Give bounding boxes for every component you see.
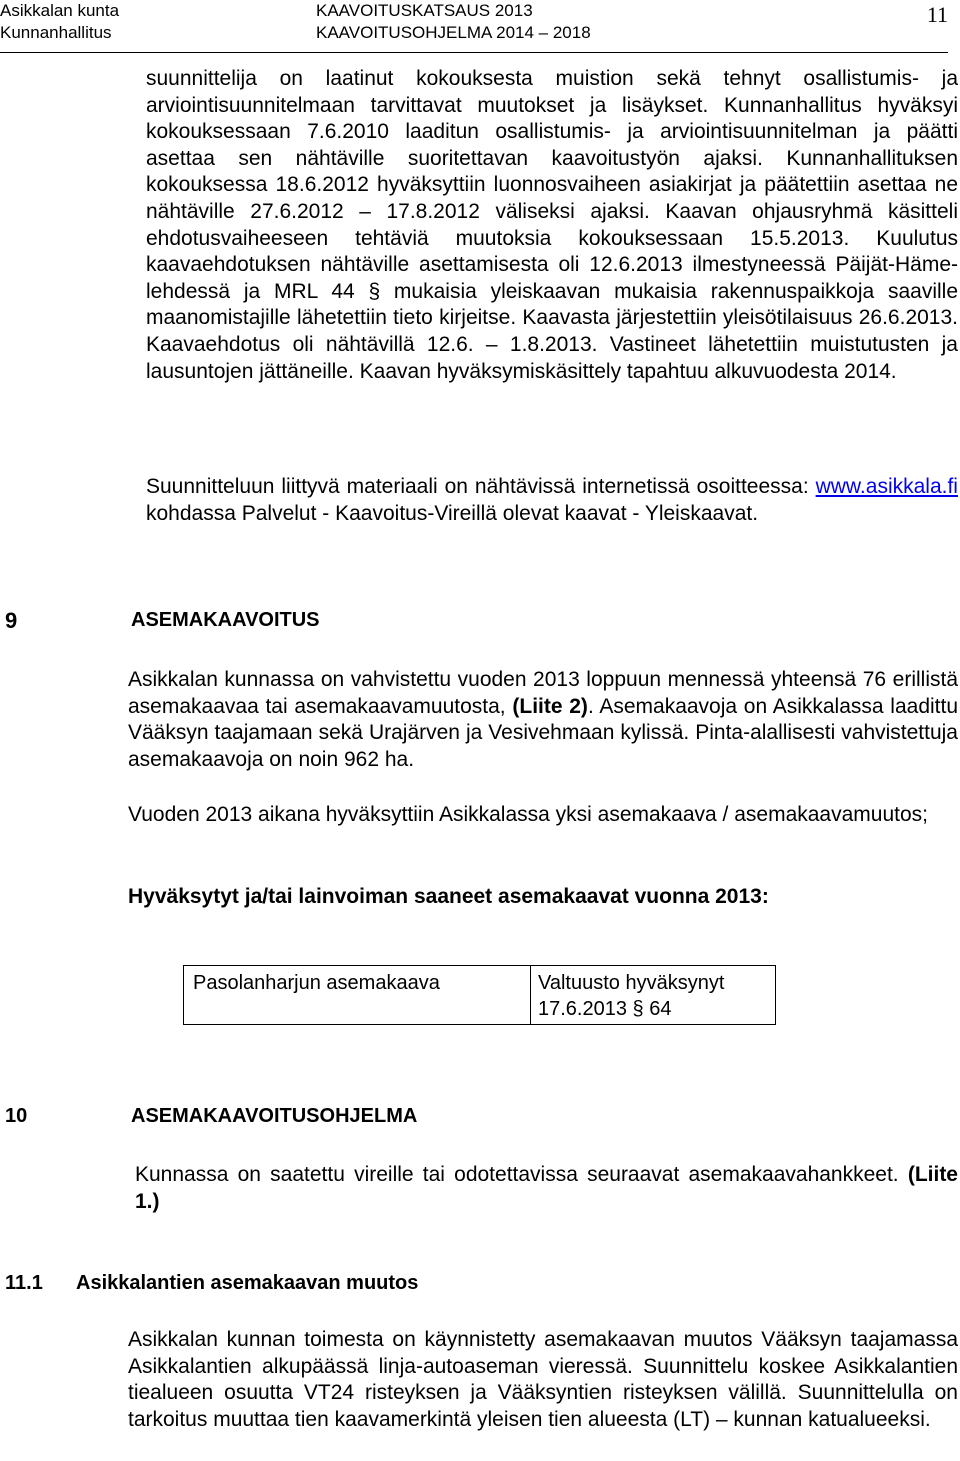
page-number: 11 xyxy=(926,2,948,27)
department-name: Kunnanhallitus xyxy=(0,23,112,42)
section-9-paragraph-2: Vuoden 2013 aikana hyväksyttiin Asikkalassa yksi asemakaava / asemakaavamuutos; xyxy=(128,803,928,826)
municipality-name: Asikkalan kunta xyxy=(0,1,120,20)
page-header xyxy=(0,0,960,62)
document-title: KAAVOITUSKATSAUS 2013 xyxy=(316,1,533,20)
appendix-reference: (Liite 1.) xyxy=(135,1163,958,1213)
header-divider xyxy=(0,52,948,53)
section-11-1-title: Asikkalantien asemakaavan muutos xyxy=(76,1272,419,1294)
body-paragraph: suunnittelija on laatinut kokouksesta muistion sekä tehnyt osallistumis- ja arviointisuunnitelmaan tarvittavat muutokset ja lisäykset. Kunnanhallitus hyväksyi kokouksessaan 7.6.2010 laaditun osallistumis- ja arviointisuunnitelman ja päätti asettaa sen nähtäville suoritettavan kaavoitustyön ajaksi. Kunnanhallituksen kokouksessa 18.6.2012 hyväksyttiin luonnosvaiheen asiakirjat ja päätettiin asettaa ne nähtäville 27.6.2012 – 17.8.2012 väliseksi ajaksi. Kaavan ohjausryhmä käsitteli ehdotusvaiheeseen tehtäviä muutoksia kokouksessaan 15.5.2013. Kuulutus kaavaehdotuksen nähtäville asettamisesta oli 12.6.2013 ilmestyneessä Päijät-Häme-lehdessä ja MRL 44 § mukaisia yleiskaavan mukaisia rakennuspaikkoja saaville maanomistajille lähetettiin tieto kirjeitse. Kaavasta järjestettiin yleisötilaisuus 26.6.2013. Kaavaehdotus oli nähtävillä 12.6. – 1.8.2013. Vastineet lähetettiin muistutusten ja lausuntojen jättäneille. Kaavan hyväksymiskäsittely tapahtuu alkuvuodesta 2014. xyxy=(146,67,958,383)
section-11-1-paragraph: Asikkalan kunnan toimesta on käynnistetty asemakaavan muutos Vääksyn taajamassa Asikkalantien alkupäässä linja-autoaseman vieressä. Suunnittelu koskee Asikkalantien tiealueen osuutta VT24 risteyksen ja Vääksyntien risteyksen välillä. Suunnittelulla on tarkoitus muuttaa tien kaavamerkintä yleisen tien alueesta (LT) – kunnan katualueeksi. xyxy=(128,1328,958,1431)
section-9-title: ASEMAKAAVOITUS xyxy=(131,609,320,631)
appendix-reference: (Liite 2) xyxy=(512,694,588,718)
website-link[interactable]: www.asikkala.fi xyxy=(815,475,958,498)
section-9-paragraph-1: Asikkalan kunnassa on vahvistettu vuoden 2013 loppuun mennessä yhteensä 76 erillistä asemakaavaa tai asemakaavamuutosta, (Liite 2). Asemakaavoja on Asikkalassa laadittu Vääksyn taajamaan sekä Urajärven ja Vesivehmaan kylissä. Pinta-alallisesti vahvistettuja asemakaavoja on noin 962 ha. xyxy=(128,668,959,771)
plan-name-cell: Pasolanharjun asemakaava xyxy=(184,966,531,1024)
section-10-paragraph: Kunnassa on saatettu vireille tai odotettavissa seuraavat asemakaavahankkeet. (Liite 1.) xyxy=(135,1163,958,1213)
section-9-number: 9 xyxy=(5,608,18,633)
document-subtitle: KAAVOITUSOHJELMA 2014 – 2018 xyxy=(316,23,591,42)
approved-plans-table xyxy=(183,965,776,1025)
section-9-subheading: Hyväksytyt ja/tai lainvoiman saaneet asemakaavat vuonna 2013: xyxy=(128,885,769,908)
section-10-number: 10 xyxy=(5,1105,28,1127)
material-intro: Suunnitteluun liittyvä materiaali on nähtävissä internetissä osoitteessa: xyxy=(146,475,809,498)
material-paragraph xyxy=(146,474,958,527)
material-location: kohdassa Palvelut - Kaavoitus-Vireillä olevat kaavat - Yleiskaavat. xyxy=(146,501,759,525)
section-11-1-number: 11.1 xyxy=(5,1272,43,1294)
plan-status-cell: Valtuusto hyväksynyt 17.6.2013 § 64 xyxy=(538,972,725,1020)
section-10-title: ASEMAKAAVOITUSOHJELMA xyxy=(131,1105,418,1127)
